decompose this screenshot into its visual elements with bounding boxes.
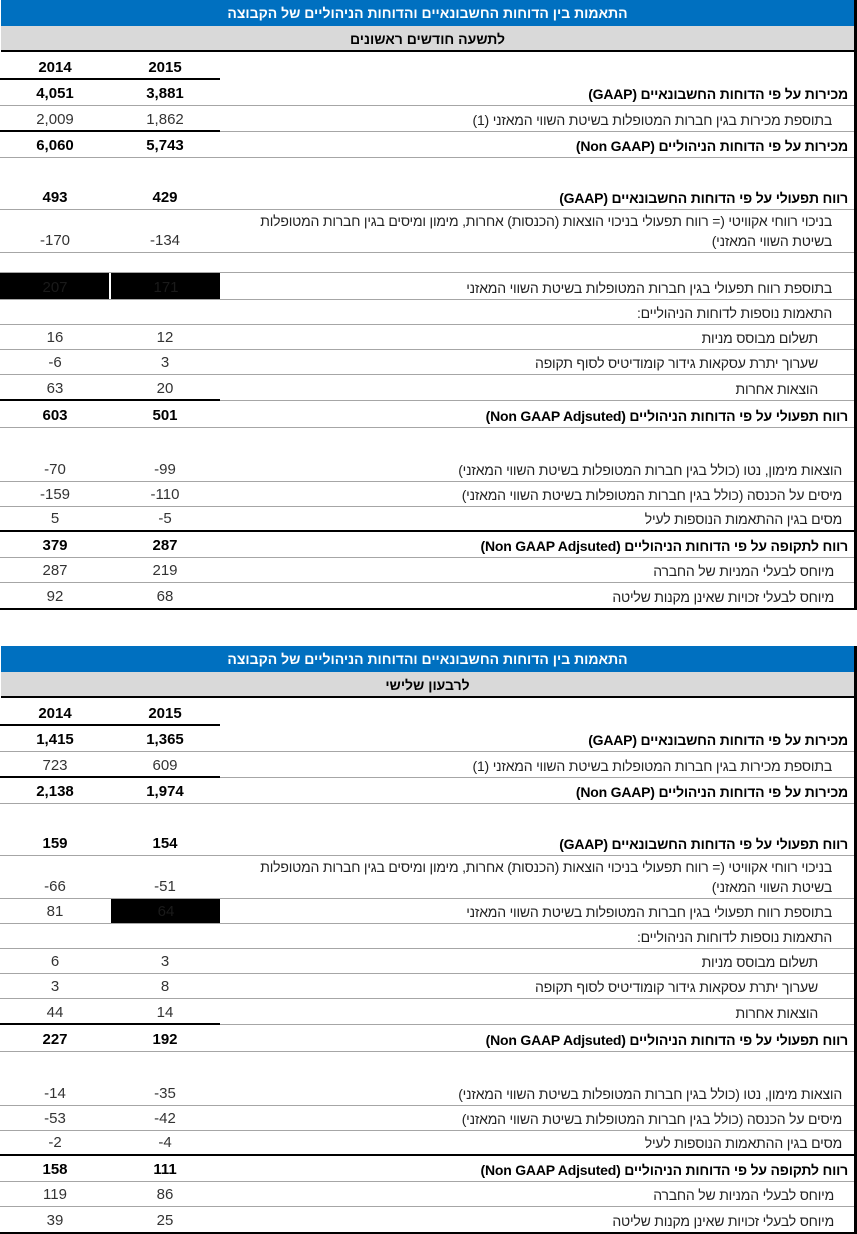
period-subtitle: לרבעון שלישי <box>1 672 854 698</box>
row-label: הוצאות מימון, נטו (כולל בגין חברות המטופלות בשיטת השווי המאזני) <box>458 1086 842 1102</box>
table-row <box>0 999 854 1025</box>
value-2014: 158 <box>42 1161 68 1178</box>
value-2014: -2 <box>48 1134 62 1151</box>
value-2015: 1,974 <box>146 783 184 800</box>
table-row <box>0 132 854 158</box>
reconciliation-nine-months <box>0 0 857 610</box>
table-row <box>0 1207 854 1234</box>
value-2015: -99 <box>154 461 176 478</box>
value-2015: 111 <box>153 1161 177 1178</box>
value-2015: 8 <box>160 978 170 995</box>
row-label-line2: בשיטת השווי המאזני) <box>711 879 832 895</box>
value-2014: 603 <box>42 407 68 424</box>
table-row <box>0 325 854 350</box>
value-2014: -66 <box>44 878 66 895</box>
value-2015: -110 <box>150 486 180 503</box>
value-2014: 81 <box>46 903 64 920</box>
value-2014: 119 <box>43 1186 67 1203</box>
table-row <box>0 1182 854 1207</box>
value-2014: -14 <box>44 1085 66 1102</box>
value-2014: 6 <box>50 953 60 970</box>
period-subtitle: לתשעה חודשים ראשונים <box>1 26 854 52</box>
row-label: מיסים על הכנסה (כולל בגין חברות המטופלות בשיטת השווי המאזני) <box>461 487 842 503</box>
table-row <box>0 106 854 132</box>
table-row <box>0 350 854 375</box>
table-row <box>0 79 854 106</box>
table-title: התאמות בין הדוחות החשבונאיים והדוחות הניהוליים של הקבוצה <box>1 0 854 26</box>
value-2014: 2,138 <box>36 783 74 800</box>
value-2015: 3 <box>160 354 170 371</box>
value-2014: 287 <box>42 562 68 579</box>
row-label: רווח לתקופה על פי הדוחות הניהוליים (Non GAAP Adjsuted) <box>480 538 848 554</box>
table-row <box>0 558 854 583</box>
value-2014: -170 <box>39 232 71 249</box>
row-label: תשלום מבוסס מניות <box>701 954 818 970</box>
value-2014: 493 <box>42 189 68 206</box>
redacted-cell-2015 <box>111 273 220 299</box>
table-row <box>0 1156 854 1182</box>
value-2015: 287 <box>152 537 178 554</box>
row-label: רווח תפעולי על פי הדוחות החשבונאיים (GAAP) <box>559 836 848 852</box>
value-2015: 429 <box>152 189 178 206</box>
value-2015: 20 <box>156 380 174 397</box>
value-2014: 4,051 <box>36 85 74 102</box>
row-label: מיוחס לבעלי זכויות שאינן מקנות שליטה <box>612 1213 834 1229</box>
value-2015: 12 <box>156 329 174 346</box>
year-2015: 2015 <box>148 59 182 76</box>
table-row <box>0 1106 854 1131</box>
table-row <box>0 974 854 999</box>
year-header-row <box>0 52 854 79</box>
row-label-line1: בניכוי רווחי אקוויטי (= רווח תפעולי בניכוי הוצאות (הכנסות) אחרות, מימון ומיסים בגין חברות המטופלות <box>260 859 832 875</box>
row-label: מכירות על פי הדוחות החשבונאיים (GAAP) <box>588 732 848 748</box>
table-row <box>0 725 854 752</box>
row-label: בתוספת רווח תפעולי בגין חברות המטופלות בשיטת השווי המאזני <box>466 904 832 920</box>
value-2015: 14 <box>156 1004 174 1021</box>
value-2015: -5 <box>158 510 172 527</box>
row-label: בתוספת רווח תפעולי בגין חברות המטופלות בשיטת השווי המאזני <box>466 280 832 296</box>
row-label-line2: בשיטת השווי המאזני) <box>711 233 832 249</box>
row-label: רווח לתקופה על פי הדוחות הניהוליים (Non GAAP Adjsuted) <box>480 1162 848 1178</box>
table-row <box>0 899 854 924</box>
row-label: מסים בגין ההתאמות הנוספות לעיל <box>644 1135 842 1151</box>
row-label: תשלום מבוסס מניות <box>701 330 818 346</box>
table-row <box>0 428 854 482</box>
table-row <box>0 375 854 401</box>
value-2014: 63 <box>46 380 64 397</box>
value-2015: 192 <box>152 1031 178 1048</box>
value-2014: 379 <box>42 537 68 554</box>
value-2015: 154 <box>152 835 178 852</box>
table-row <box>0 1052 854 1106</box>
table-row <box>0 583 854 610</box>
table-row <box>0 1131 854 1156</box>
table-row <box>0 401 854 428</box>
redacted-cell-2014 <box>0 273 109 299</box>
table-row <box>0 273 854 300</box>
value-2014: 39 <box>46 1212 64 1229</box>
table-row <box>0 778 854 804</box>
row-label: מכירות על פי הדוחות הניהוליים (Non GAAP) <box>575 138 848 154</box>
row-label: שערוך יתרת עסקאות גידור קומודיטיס לסוף תקופה <box>535 355 818 371</box>
value-2015: -35 <box>154 1085 176 1102</box>
row-label: מכירות על פי הדוחות החשבונאיים (GAAP) <box>588 86 848 102</box>
row-label: שערוך יתרת עסקאות גידור קומודיטיס לסוף תקופה <box>535 979 818 995</box>
value-2014: 92 <box>46 588 64 605</box>
value-2014: 5 <box>50 510 60 527</box>
year-2014: 2014 <box>38 59 72 76</box>
row-label: מיוחס לבעלי זכויות שאינן מקנות שליטה <box>612 589 834 605</box>
value-2014: 2,009 <box>36 111 74 128</box>
value-2015: 5,743 <box>146 137 184 154</box>
value-2014: -6 <box>48 354 62 371</box>
table-row <box>0 482 854 507</box>
table-row <box>0 804 854 856</box>
row-label: רווח תפעולי על פי הדוחות הניהוליים (Non GAAP Adjsuted) <box>485 1032 848 1048</box>
value-2014: 1,415 <box>36 731 74 748</box>
year-2014: 2014 <box>38 705 72 722</box>
value-2015: 86 <box>156 1186 174 1203</box>
row-label: הוצאות אחרות <box>735 1005 818 1021</box>
row-label: הוצאות אחרות <box>735 381 818 397</box>
table-title: התאמות בין הדוחות החשבונאיים והדוחות הניהוליים של הקבוצה <box>1 646 854 672</box>
value-2014: 16 <box>46 329 64 346</box>
value-2015: 1,365 <box>146 731 184 748</box>
table-row <box>0 949 854 974</box>
value-2014: -159 <box>39 486 71 503</box>
value-2015: -134 <box>149 232 181 249</box>
table-row <box>0 924 854 949</box>
value-2015: -51 <box>154 878 176 895</box>
reconciliation-third-quarter <box>0 646 857 1234</box>
row-label: רווח תפעולי על פי הדוחות הניהוליים (Non GAAP Adjsuted) <box>485 408 848 424</box>
value-2015: 25 <box>156 1212 174 1229</box>
value-2015: 501 <box>152 407 178 424</box>
value-2015: 171 <box>153 279 179 296</box>
row-label: בתוספת מכירות בגין חברות המטופלות בשיטת השווי המאזני (1) <box>472 112 832 128</box>
row-label: התאמות נוספות לדוחות הניהוליים: <box>636 305 832 321</box>
row-label: בתוספת מכירות בגין חברות המטופלות בשיטת השווי המאזני (1) <box>472 758 832 774</box>
value-2015: 3 <box>160 953 170 970</box>
table-row <box>0 752 854 778</box>
value-2014: 723 <box>42 757 68 774</box>
row-label: מיוחס לבעלי המניות של החברה <box>653 1187 834 1203</box>
value-2014: 3 <box>50 978 60 995</box>
redacted-cell-2015 <box>111 899 220 923</box>
row-label: מכירות על פי הדוחות הניהוליים (Non GAAP) <box>575 784 848 800</box>
table-row <box>0 507 854 532</box>
row-label-line1: בניכוי רווחי אקוויטי (= רווח תפעולי בניכוי הוצאות (הכנסות) אחרות, מימון ומיסים בגין חברות המטופלות <box>260 213 832 229</box>
value-2015: 1,862 <box>146 111 184 128</box>
spacer-row <box>0 253 854 273</box>
value-2015: -42 <box>154 1110 176 1127</box>
table-row <box>0 1025 854 1052</box>
table-row <box>0 856 854 899</box>
value-2014: 227 <box>42 1031 68 1048</box>
row-label: התאמות נוספות לדוחות הניהוליים: <box>636 929 832 945</box>
row-label: הוצאות מימון, נטו (כולל בגין חברות המטופלות בשיטת השווי המאזני) <box>458 462 842 478</box>
value-2015: 219 <box>152 562 178 579</box>
row-label: מסים בגין ההתאמות הנוספות לעיל <box>644 511 842 527</box>
table-row <box>0 300 854 325</box>
value-2015: 3,881 <box>146 85 184 102</box>
value-2015: -4 <box>158 1134 172 1151</box>
value-2015: 64 <box>157 903 175 920</box>
value-2014: 6,060 <box>36 137 74 154</box>
value-2015: 68 <box>156 588 174 605</box>
row-label: מיוחס לבעלי המניות של החברה <box>653 563 834 579</box>
table-row <box>0 532 854 558</box>
value-2014: -53 <box>44 1110 66 1127</box>
table-row <box>0 158 854 210</box>
row-label: רווח תפעולי על פי הדוחות החשבונאיים (GAAP) <box>559 190 848 206</box>
table-row <box>0 210 854 253</box>
year-2015: 2015 <box>148 705 182 722</box>
value-2015: 609 <box>152 757 178 774</box>
value-2014: 159 <box>42 835 68 852</box>
row-label: מיסים על הכנסה (כולל בגין חברות המטופלות בשיטת השווי המאזני) <box>461 1111 842 1127</box>
value-2014: 44 <box>46 1004 64 1021</box>
year-header-row <box>0 698 854 725</box>
value-2014: -70 <box>44 461 66 478</box>
value-2014: 207 <box>42 279 68 296</box>
